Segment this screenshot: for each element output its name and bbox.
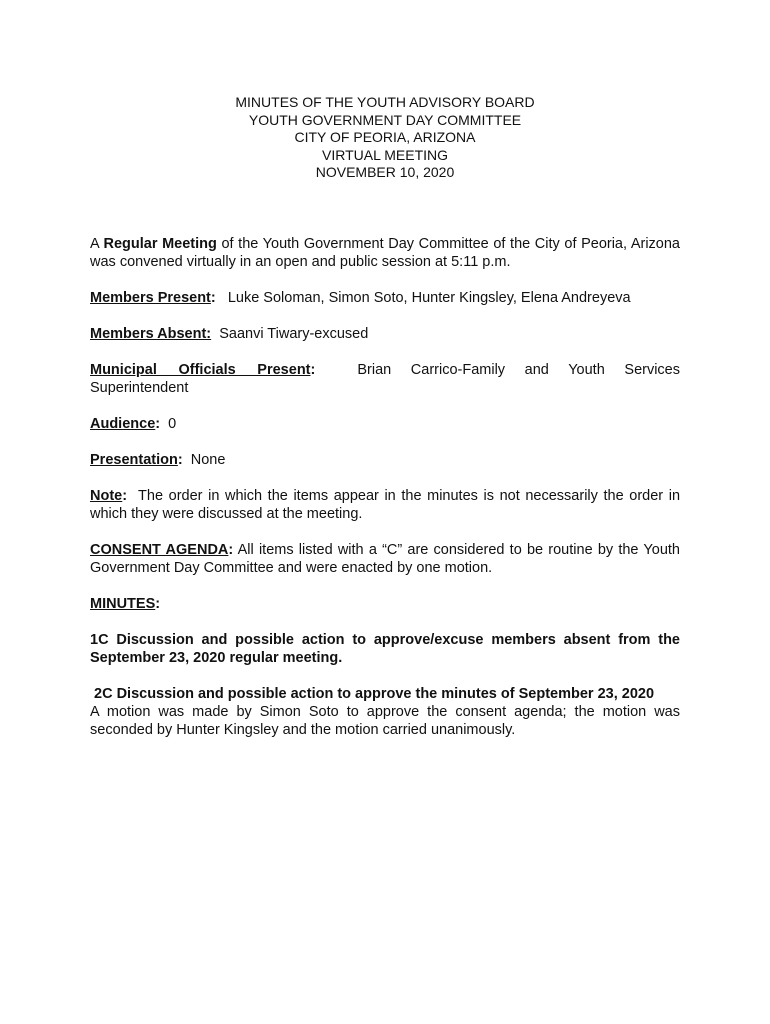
- minutes-colon: :: [155, 595, 161, 612]
- consent-label: CONSENT AGENDA: [90, 541, 229, 558]
- presentation-value: None: [190, 451, 226, 468]
- header-meeting-type: VIRTUAL MEETING: [321, 146, 449, 163]
- presentation: [90, 451, 680, 469]
- header-committee: YOUTH GOVERNMENT DAY COMMITTEE: [248, 111, 522, 128]
- audience: [90, 415, 680, 433]
- intro-meeting-type: Regular Meeting: [103, 235, 217, 252]
- officials-label: Municipal Officials Present: [90, 361, 311, 378]
- document-header: [90, 94, 680, 182]
- intro-paragraph: [90, 235, 680, 271]
- presentation-label: Presentation: [90, 451, 178, 468]
- officials-colon: :: [310, 361, 316, 378]
- note-label: Note: [90, 487, 123, 504]
- note-colon: :: [122, 487, 128, 504]
- header-date: NOVEMBER 10, 2020: [315, 164, 455, 180]
- presentation-colon: :: [177, 451, 183, 468]
- note: [90, 487, 680, 523]
- consent-text: All items listed with a “C” are considered to be routine by the Youth Government Day Committee and were enacted by one motion.: [90, 541, 680, 576]
- note-text: The order in which the items appear in the minutes is not necessarily the order in which they were discussed at the meeting.: [90, 487, 681, 522]
- audience-label: Audience: [90, 415, 156, 432]
- header-city: CITY OF PEORIA, ARIZONA: [294, 129, 476, 145]
- document-page: [90, 94, 680, 739]
- minutes-heading: [90, 595, 680, 613]
- members-present-colon: :: [210, 289, 216, 306]
- agenda-item-2c: [90, 685, 680, 739]
- consent-colon: :: [228, 541, 234, 558]
- agenda-item-2c-title-text: 2C Discussion and possible action to approve the minutes of September 23, 2020: [94, 685, 655, 702]
- audience-colon: :: [155, 415, 161, 432]
- intro-text: of the Youth Government Day Committee of the City of Peoria, Arizona was convened virtually in an open and public session at 5:11 p.m.: [90, 235, 680, 270]
- members-absent-label: Members Absent:: [90, 325, 212, 342]
- municipal-officials: [90, 361, 680, 397]
- members-present-value: Luke Soloman, Simon Soto, Hunter Kingsley, Elena Andreyeva: [227, 289, 631, 306]
- agenda-item-1c: 1C Discussion and possible action to approve/excuse members absent from the September 23, 2020 regular meeting.: [90, 631, 680, 666]
- header-board-title: MINUTES OF THE YOUTH ADVISORY BOARD: [235, 94, 535, 110]
- agenda-item-2c-motion: A motion was made by Simon Soto to approve the consent agenda; the motion was seconded by Hunter Kingsley and the motion carried unanimously.: [90, 703, 680, 738]
- intro-pre: A: [90, 235, 104, 252]
- members-absent: [90, 325, 680, 343]
- officials-value: Brian Carrico-Family and Youth Services Superintendent: [90, 361, 680, 396]
- audience-value: 0: [168, 415, 177, 432]
- members-present-label: Members Present: [90, 289, 211, 306]
- members-absent-value: Saanvi Tiwary-excused: [219, 325, 369, 342]
- agenda-item-2c-title: [90, 685, 680, 703]
- minutes-label: MINUTES: [90, 595, 156, 612]
- members-present: [90, 289, 680, 307]
- consent-agenda: [90, 541, 680, 577]
